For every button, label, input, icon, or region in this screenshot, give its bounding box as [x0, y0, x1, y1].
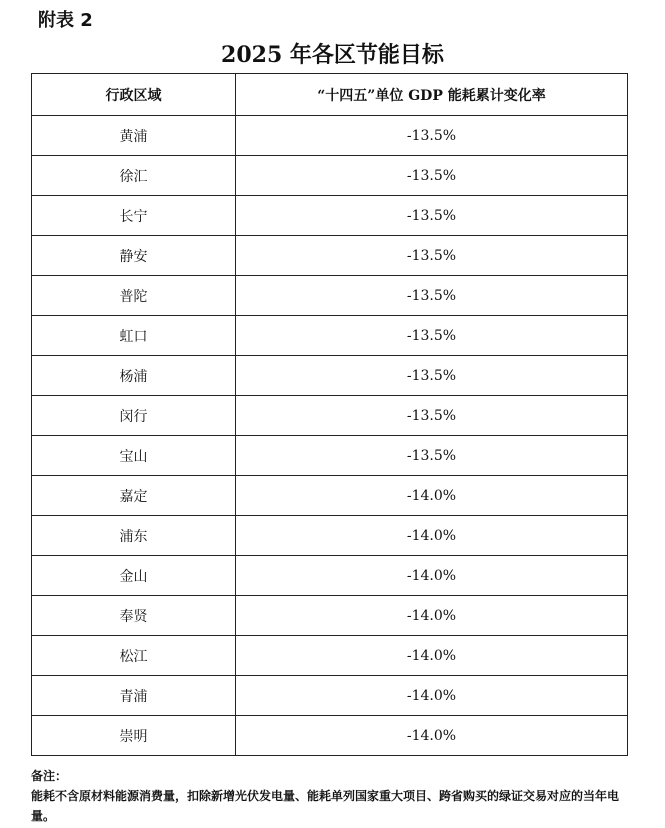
district-cell: 黄浦 — [32, 116, 236, 156]
table-row — [32, 396, 628, 436]
table-row — [32, 116, 628, 156]
district-cell: 青浦 — [32, 676, 236, 716]
table-row — [32, 636, 628, 676]
table-row — [32, 436, 628, 476]
table-row — [32, 156, 628, 196]
rate-cell: -13.5% — [236, 156, 628, 196]
district-cell: 闵行 — [32, 396, 236, 436]
rate-cell: -13.5% — [236, 316, 628, 356]
rate-cell: -14.0% — [236, 476, 628, 516]
district-cell: 浦东 — [32, 516, 236, 556]
district-cell: 金山 — [32, 556, 236, 596]
district-cell: 虹口 — [32, 316, 236, 356]
rate-cell: -14.0% — [236, 556, 628, 596]
table-row — [32, 196, 628, 236]
district-cell: 杨浦 — [32, 356, 236, 396]
rate-cell: -13.5% — [236, 276, 628, 316]
column-header-district: 行政区域 — [32, 74, 236, 116]
table-row — [32, 276, 628, 316]
table-row — [32, 716, 628, 756]
district-cell: 长宁 — [32, 196, 236, 236]
district-cell: 嘉定 — [32, 476, 236, 516]
rate-cell: -13.5% — [236, 356, 628, 396]
rate-cell: -13.5% — [236, 436, 628, 476]
rate-cell: -14.0% — [236, 676, 628, 716]
column-header-rate: “十四五”单位 GDP 能耗累计变化率 — [236, 74, 628, 116]
rate-cell: -14.0% — [236, 636, 628, 676]
district-cell: 松江 — [32, 636, 236, 676]
page-title: 2025 年各区节能目标 — [221, 42, 444, 68]
rate-cell: -13.5% — [236, 196, 628, 236]
notes-section — [31, 766, 631, 826]
district-cell: 崇明 — [32, 716, 236, 756]
table-body — [32, 116, 628, 756]
rate-cell: -14.0% — [236, 516, 628, 556]
rate-cell: -13.5% — [236, 116, 628, 156]
table-row — [32, 476, 628, 516]
appendix-label: 附表 2 — [38, 10, 93, 31]
notes-label: 备注： — [31, 769, 68, 783]
table-row — [32, 556, 628, 596]
energy-target-table — [31, 73, 628, 756]
district-cell: 宝山 — [32, 436, 236, 476]
rate-cell: -14.0% — [236, 716, 628, 756]
district-cell: 徐汇 — [32, 156, 236, 196]
rate-cell: -13.5% — [236, 396, 628, 436]
notes-text: 能耗不含原材料能源消费量，扣除新增光伏发电量、能耗单列国家重大项目、跨省购买的绿证交易对应的当年电量。 — [31, 789, 620, 823]
table-row — [32, 356, 628, 396]
table-row — [32, 236, 628, 276]
table-row — [32, 516, 628, 556]
table-row — [32, 596, 628, 636]
table-row — [32, 316, 628, 356]
rate-cell: -14.0% — [236, 596, 628, 636]
table-header-row — [32, 74, 628, 116]
district-cell: 奉贤 — [32, 596, 236, 636]
table-row — [32, 676, 628, 716]
rate-cell: -13.5% — [236, 236, 628, 276]
district-cell: 普陀 — [32, 276, 236, 316]
district-cell: 静安 — [32, 236, 236, 276]
